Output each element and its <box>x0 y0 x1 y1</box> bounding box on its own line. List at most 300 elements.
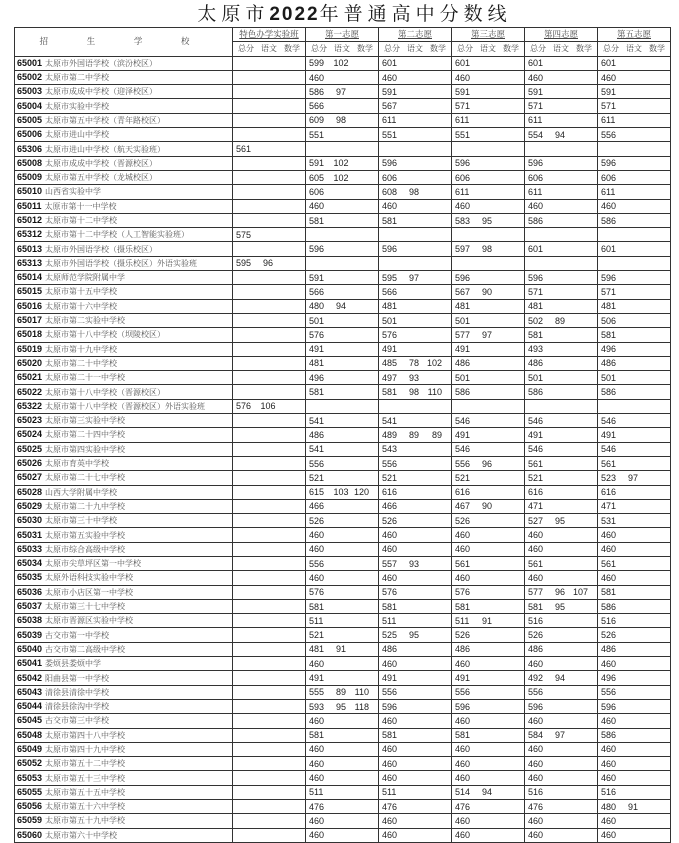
school-name: 太原市第二中学校 <box>45 73 110 83</box>
score-cell <box>306 699 379 713</box>
school-cell <box>15 414 233 428</box>
total-score: 460 <box>309 658 325 669</box>
total-score: 460 <box>528 572 544 583</box>
chinese-score: 94 <box>335 301 346 312</box>
school-name: 太原市第二实验中学校 <box>45 316 126 326</box>
score-cell <box>306 685 379 699</box>
score-cell <box>452 556 525 570</box>
total-score: 471 <box>528 501 544 512</box>
score-cell <box>306 199 379 213</box>
group-header-choice-5: 第五志愿 <box>598 28 671 42</box>
score-cell <box>452 785 525 799</box>
total-score: 556 <box>528 687 544 698</box>
subject-label: 语文 <box>626 43 642 53</box>
score-cell <box>306 156 379 170</box>
score-cell <box>233 728 306 742</box>
school-name: 太原市第三十七中学校 <box>45 602 126 612</box>
group-header-choice-4: 第四志愿 <box>525 28 598 42</box>
total-score: 556 <box>601 129 617 140</box>
total-score: 514 <box>455 787 471 798</box>
score-cell <box>306 599 379 613</box>
total-score: 476 <box>309 801 325 812</box>
school-name: 古交市第二高级中学校 <box>45 644 126 654</box>
table-row <box>15 328 671 342</box>
score-cell <box>379 785 452 799</box>
total-score: 596 <box>601 272 617 283</box>
total-score: 616 <box>455 487 471 498</box>
total-score: 527 <box>528 515 544 526</box>
score-cell <box>306 828 379 842</box>
school-name: 太原市第五十三中学校 <box>45 773 126 783</box>
score-cell <box>306 285 379 299</box>
total-score: 460 <box>601 758 617 769</box>
school-cell <box>15 156 233 170</box>
score-cell <box>379 714 452 728</box>
total-score: 460 <box>455 530 471 541</box>
table-row <box>15 785 671 799</box>
total-score: 460 <box>455 744 471 755</box>
total-score: 460 <box>382 830 398 841</box>
total-score: 501 <box>382 315 398 326</box>
total-score: 611 <box>528 186 543 197</box>
total-score: 601 <box>601 58 617 69</box>
school-code: 65003 <box>17 86 43 97</box>
total-score: 466 <box>382 501 398 512</box>
table-row <box>15 800 671 814</box>
score-cell <box>452 456 525 470</box>
score-cell <box>379 242 452 256</box>
score-cell <box>598 599 671 613</box>
total-score: 492 <box>528 673 544 683</box>
total-score: 566 <box>382 286 398 297</box>
school-code: 65027 <box>17 472 43 483</box>
score-cell <box>525 742 598 756</box>
score-cell <box>525 271 598 285</box>
score-cell <box>306 442 379 456</box>
total-score: 561 <box>601 558 617 569</box>
total-score: 501 <box>528 372 544 383</box>
score-cell <box>233 228 306 242</box>
school-name: 太原市第四十九中学校 <box>45 744 126 754</box>
score-cell <box>525 471 598 485</box>
total-score: 576 <box>382 587 398 598</box>
total-score: 586 <box>601 387 617 398</box>
score-cell <box>525 671 598 685</box>
school-cell <box>15 714 233 728</box>
score-cell <box>452 599 525 613</box>
score-cell <box>598 271 671 285</box>
total-score: 606 <box>455 172 471 183</box>
table-row <box>15 614 671 628</box>
total-score: 521 <box>309 630 325 641</box>
table-row <box>15 156 671 170</box>
score-cell <box>306 556 379 570</box>
score-cell <box>525 256 598 270</box>
table-row <box>15 313 671 327</box>
score-cell <box>233 714 306 728</box>
school-code: 65034 <box>17 558 43 569</box>
score-cell <box>452 499 525 513</box>
total-score: 491 <box>455 344 471 355</box>
total-score: 501 <box>455 315 471 326</box>
score-cell <box>233 628 306 642</box>
total-score: 511 <box>382 787 397 798</box>
chinese-score: 97 <box>481 329 492 340</box>
total-score: 491 <box>601 429 617 440</box>
score-cell <box>379 699 452 713</box>
score-cell <box>233 514 306 528</box>
score-cell <box>598 99 671 113</box>
total-score: 611 <box>382 115 397 126</box>
score-cell <box>525 642 598 656</box>
total-score: 595 <box>236 258 252 269</box>
score-cell <box>233 128 306 142</box>
score-cell <box>598 285 671 299</box>
score-cell <box>598 56 671 70</box>
total-score: 596 <box>382 158 398 169</box>
score-cell <box>306 328 379 342</box>
total-score: 586 <box>601 215 617 226</box>
score-cell <box>452 428 525 442</box>
total-score: 481 <box>455 301 471 312</box>
total-score: 581 <box>309 387 325 398</box>
total-score: 586 <box>601 601 617 612</box>
school-code: 65031 <box>17 529 43 540</box>
score-cell <box>452 414 525 428</box>
chinese-score: 96 <box>262 258 273 269</box>
header-row-groups <box>15 28 671 42</box>
score-cell <box>306 113 379 127</box>
total-score: 581 <box>601 587 617 598</box>
school-name: 太原市第十二中学校 <box>45 216 118 225</box>
score-cell <box>306 356 379 370</box>
score-cell <box>306 271 379 285</box>
table-row <box>15 170 671 184</box>
score-cell <box>233 371 306 385</box>
total-score: 460 <box>528 830 544 841</box>
score-cell <box>379 70 452 84</box>
score-cell <box>598 85 671 99</box>
total-score: 591 <box>455 86 471 97</box>
score-cell <box>452 757 525 771</box>
table-row <box>15 685 671 699</box>
total-score: 599 <box>309 58 325 69</box>
school-code: 65041 <box>17 658 43 669</box>
school-cell <box>15 113 233 127</box>
score-cell <box>452 328 525 342</box>
total-score: 556 <box>382 687 398 698</box>
score-cell <box>306 657 379 671</box>
score-cell <box>233 828 306 842</box>
score-cell <box>525 213 598 227</box>
total-score: 460 <box>455 773 471 784</box>
score-cell <box>233 542 306 556</box>
table-row <box>15 757 671 771</box>
total-score: 460 <box>601 544 617 555</box>
total-score: 481 <box>382 301 398 312</box>
table-row <box>15 699 671 713</box>
score-cell <box>233 785 306 799</box>
total-score: 561 <box>236 144 252 155</box>
school-code: 65012 <box>17 215 43 225</box>
score-cell <box>525 442 598 456</box>
school-cell <box>15 328 233 342</box>
table-row <box>15 385 671 399</box>
school-code: 65011 <box>17 200 42 211</box>
total-score: 571 <box>601 101 617 112</box>
total-score: 556 <box>382 458 398 469</box>
score-cell <box>525 371 598 385</box>
math-score: 110 <box>354 687 369 698</box>
total-score: 611 <box>528 115 543 126</box>
school-name: 太原市第五十二中学校 <box>45 759 126 769</box>
total-score: 541 <box>382 415 398 426</box>
total-score: 551 <box>382 129 398 140</box>
school-cell <box>15 485 233 499</box>
score-cell <box>306 542 379 556</box>
school-cell <box>15 142 233 156</box>
school-code: 65052 <box>17 758 43 769</box>
score-cell <box>379 170 452 184</box>
score-cell <box>379 156 452 170</box>
chinese-score: 89 <box>408 429 419 440</box>
score-cell <box>233 385 306 399</box>
score-cell <box>379 514 452 528</box>
score-cell <box>598 142 671 156</box>
score-cell <box>306 170 379 184</box>
school-cell <box>15 442 233 456</box>
school-cell <box>15 256 233 270</box>
score-cell <box>525 800 598 814</box>
score-cell <box>598 771 671 785</box>
score-cell <box>525 628 598 642</box>
score-cell <box>525 542 598 556</box>
school-code: 65008 <box>17 157 43 168</box>
school-cell <box>15 685 233 699</box>
score-cell <box>598 800 671 814</box>
total-score: 460 <box>382 773 398 784</box>
score-cell <box>306 242 379 256</box>
school-cell <box>15 213 233 227</box>
total-score: 460 <box>601 530 617 541</box>
school-name: 太原市进山中学校 <box>45 130 110 140</box>
chinese-score: 102 <box>333 172 349 183</box>
score-cell <box>452 156 525 170</box>
table-row <box>15 199 671 213</box>
total-score: 591 <box>382 86 398 97</box>
total-score: 583 <box>455 215 471 226</box>
score-cell <box>233 199 306 213</box>
score-cell <box>525 228 598 242</box>
total-score: 596 <box>455 701 471 712</box>
score-cell <box>598 814 671 828</box>
table-row <box>15 485 671 499</box>
total-score: 581 <box>382 387 398 398</box>
chinese-score: 96 <box>554 587 565 598</box>
score-cell <box>379 814 452 828</box>
total-score: 460 <box>528 658 544 669</box>
score-cell <box>233 113 306 127</box>
school-cell <box>15 185 233 199</box>
score-cell <box>525 714 598 728</box>
group-header-special: 特色办学实验班 <box>233 28 306 42</box>
score-cell <box>452 356 525 370</box>
score-cell <box>598 571 671 585</box>
score-cell <box>452 70 525 84</box>
score-cell <box>598 471 671 485</box>
score-cell <box>233 442 306 456</box>
school-cell <box>15 228 233 242</box>
total-score: 606 <box>528 172 544 183</box>
score-cell <box>233 585 306 599</box>
table-row <box>15 671 671 685</box>
score-cell <box>379 728 452 742</box>
school-name: 古交市第一中学校 <box>45 630 110 640</box>
score-cell <box>525 785 598 799</box>
score-cell <box>233 571 306 585</box>
score-cell <box>452 442 525 456</box>
total-score: 521 <box>528 472 544 483</box>
score-cell <box>598 371 671 385</box>
total-score: 521 <box>382 472 398 483</box>
subject-label: 语文 <box>480 43 496 53</box>
total-score: 460 <box>309 72 325 83</box>
score-cell <box>598 785 671 799</box>
school-name: 太原市育英中学校 <box>45 459 110 469</box>
school-code: 65001 <box>17 57 43 68</box>
total-score: 525 <box>382 630 398 641</box>
score-cell <box>233 685 306 699</box>
total-score: 586 <box>601 730 617 741</box>
score-cell <box>452 170 525 184</box>
school-code: 65059 <box>17 815 43 826</box>
chinese-score: 98 <box>481 244 492 255</box>
school-code: 65035 <box>17 572 43 583</box>
total-score: 581 <box>382 215 398 226</box>
school-cell <box>15 699 233 713</box>
score-cell <box>233 771 306 785</box>
score-cell <box>233 213 306 227</box>
score-cell <box>452 371 525 385</box>
chinese-score: 91 <box>627 801 638 812</box>
score-cell <box>306 371 379 385</box>
school-cell <box>15 642 233 656</box>
score-cell <box>525 113 598 127</box>
total-score: 581 <box>528 601 544 612</box>
score-cell <box>452 342 525 356</box>
score-cell <box>306 642 379 656</box>
score-cell <box>525 199 598 213</box>
school-name: 太原市第四十八中学校 <box>45 730 126 740</box>
score-cell <box>233 428 306 442</box>
school-code: 65037 <box>17 601 43 612</box>
school-cell <box>15 271 233 285</box>
total-score: 581 <box>528 329 544 340</box>
school-cell <box>15 471 233 485</box>
school-cell <box>15 528 233 542</box>
total-score: 491 <box>455 673 471 683</box>
school-cell <box>15 242 233 256</box>
score-cell <box>525 56 598 70</box>
subject-label: 总分 <box>383 43 400 53</box>
score-cell <box>233 185 306 199</box>
score-cell <box>525 399 598 413</box>
school-code: 65049 <box>17 743 43 754</box>
total-score: 460 <box>309 201 325 212</box>
score-cell <box>379 800 452 814</box>
school-cell <box>15 313 233 327</box>
total-score: 460 <box>455 658 471 669</box>
total-score: 460 <box>528 530 544 541</box>
school-name: 太原市成成中学校（晋源校区） <box>45 158 158 168</box>
school-cell <box>15 170 233 184</box>
chinese-score: 97 <box>335 86 346 97</box>
total-score: 502 <box>528 315 544 326</box>
subject-label: 数学 <box>357 43 374 53</box>
school-name: 太原市外国语学校（摄乐校区） <box>45 244 158 254</box>
school-code: 65312 <box>17 229 43 240</box>
total-score: 491 <box>455 429 471 440</box>
school-cell <box>15 428 233 442</box>
total-score: 460 <box>309 758 325 769</box>
school-cell <box>15 356 233 370</box>
school-cell <box>15 199 233 213</box>
school-cell <box>15 342 233 356</box>
score-cell <box>525 514 598 528</box>
score-cell <box>525 685 598 699</box>
total-score: 577 <box>455 329 471 340</box>
subject-header-group-1 <box>306 42 379 56</box>
school-name: 太原市第十九中学校 <box>45 344 118 354</box>
score-cell <box>452 685 525 699</box>
score-cell <box>452 242 525 256</box>
total-score: 581 <box>455 601 471 612</box>
school-name: 太原市第五实验中学校 <box>45 530 126 540</box>
chinese-score: 78 <box>408 358 419 369</box>
school-code: 65021 <box>17 372 43 383</box>
school-code: 65048 <box>17 729 43 740</box>
total-score: 466 <box>309 501 325 512</box>
total-score: 546 <box>455 415 471 426</box>
score-cell <box>379 671 452 685</box>
score-cell <box>379 499 452 513</box>
total-score: 460 <box>382 72 398 83</box>
score-cell <box>233 70 306 84</box>
total-score: 546 <box>601 444 617 455</box>
table-row <box>15 728 671 742</box>
score-cell <box>598 356 671 370</box>
school-code: 65045 <box>17 715 43 726</box>
score-cell <box>525 128 598 142</box>
score-cell <box>233 499 306 513</box>
school-cell <box>15 128 233 142</box>
score-cell <box>598 542 671 556</box>
subject-label: 数学 <box>430 43 447 53</box>
total-score: 596 <box>382 244 398 255</box>
math-score: 107 <box>572 587 588 598</box>
school-cell <box>15 599 233 613</box>
score-cell <box>306 800 379 814</box>
total-score: 460 <box>309 572 325 583</box>
score-cell <box>598 185 671 199</box>
total-score: 567 <box>455 286 471 297</box>
subject-label: 数学 <box>503 43 520 53</box>
chinese-score: 96 <box>481 458 492 469</box>
total-score: 581 <box>309 215 325 226</box>
school-cell <box>15 371 233 385</box>
group-header-choice-3: 第三志愿 <box>452 28 525 42</box>
school-name: 太原市第五中学校（龙城校区） <box>45 173 158 183</box>
